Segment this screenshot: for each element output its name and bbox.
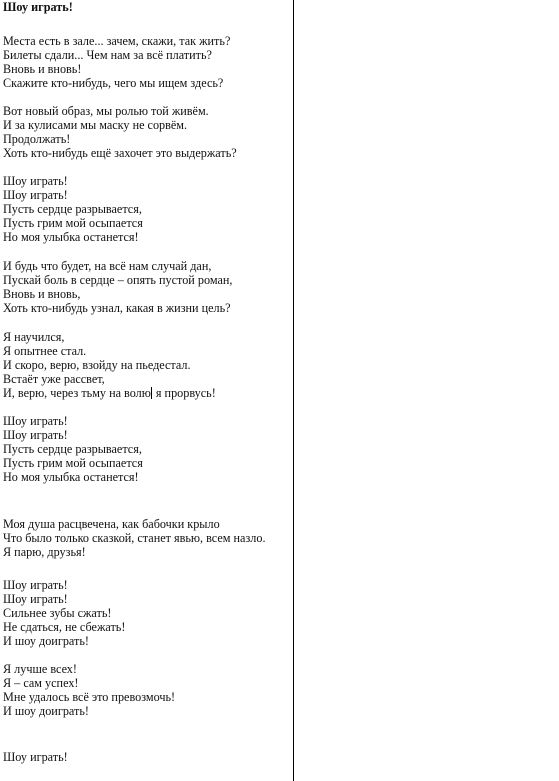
russian-title: Шоу играть! — [3, 0, 73, 14]
russian-lyric-line: Я парю, друзья! — [3, 545, 86, 559]
column-divider — [293, 0, 294, 781]
russian-lyric-line: Хоть кто-нибудь узнал, какая в жизни цель? — [3, 301, 231, 315]
russian-lyric-line: И за кулисами мы маску не сорвём. — [3, 118, 188, 132]
russian-lyric-line: Билеты сдали... Чем нам за всё платить? — [3, 48, 212, 62]
russian-lyric-line: Пусть сердце разрывается, — [3, 202, 142, 216]
russian-lyric-line: Пусть сердце разрывается, — [3, 442, 142, 456]
russian-lyric-line: Мне удалось всё это превозмочь! — [3, 690, 176, 704]
russian-lyric-line: Пусть грим мой осыпается — [3, 216, 143, 230]
russian-lyric-line: Вновь и вновь! — [3, 62, 82, 76]
russian-lyric-line: Шоу играть! — [3, 592, 68, 606]
russian-lyric-line: Я опытнее стал. — [3, 344, 87, 358]
russian-lyric-line: Пускай боль в сердце – опять пустой роман, — [3, 273, 233, 287]
russian-lyric-line: Скажите кто-нибудь, чего мы ищем здесь? — [3, 76, 224, 90]
russian-lyric-line: Я научился, — [3, 330, 65, 344]
russian-lyric-line: И шоу доиграть! — [3, 704, 89, 718]
russian-lyric-line: И скоро, верю, взойду на пьедестал. — [3, 358, 191, 372]
russian-lyric-line: Места есть в зале... зачем, скажи, так жить? — [3, 34, 231, 48]
russian-lyric-line: Шоу играть! — [3, 188, 68, 202]
russian-lyric-line: Я – сам успех! — [3, 676, 79, 690]
russian-lyric-line: Продолжать! — [3, 132, 71, 146]
russian-lyric-line: Что было только сказкой, станет явью, всем назло. — [3, 531, 266, 545]
russian-lyric-line: Моя душа расцвечена, как бабочки крыло — [3, 517, 220, 531]
russian-lyric-line: Встаёт уже рассвет, — [3, 372, 105, 386]
russian-lyric-line: Шоу играть! — [3, 428, 68, 442]
russian-lyric-line: И шоу доиграть! — [3, 634, 89, 648]
russian-lyric-line: И будь что будет, на всё нам случай дан, — [3, 259, 212, 273]
russian-lyric-line: Вот новый образ, мы ролью той живём. — [3, 104, 209, 118]
russian-lyric-line: Но моя улыбка останется! — [3, 230, 139, 244]
russian-lyric-line: Шоу играть! — [3, 174, 68, 188]
russian-lyric-line: Шоу играть! — [3, 414, 68, 428]
russian-lyric-line: Хоть кто-нибудь ещё захочет это выдержать? — [3, 146, 237, 160]
russian-lyric-line: Сильнее зубы сжать! — [3, 606, 112, 620]
russian-lyric-line: Шоу играть! — [3, 750, 68, 764]
text-cursor — [151, 387, 152, 399]
russian-lyric-line: Пусть грим мой осыпается — [3, 456, 143, 470]
russian-lyric-line: Не сдаться, не сбежать! — [3, 620, 126, 634]
russian-lyric-line: Но моя улыбка останется! — [3, 470, 139, 484]
russian-lyric-line: Я лучше всех! — [3, 662, 77, 676]
russian-lyric-line: Шоу играть! — [3, 578, 68, 592]
russian-lyric-line: Вновь и вновь, — [3, 287, 81, 301]
russian-lyric-line: И, верю, через тьму на волю я прорвусь! — [3, 386, 216, 400]
